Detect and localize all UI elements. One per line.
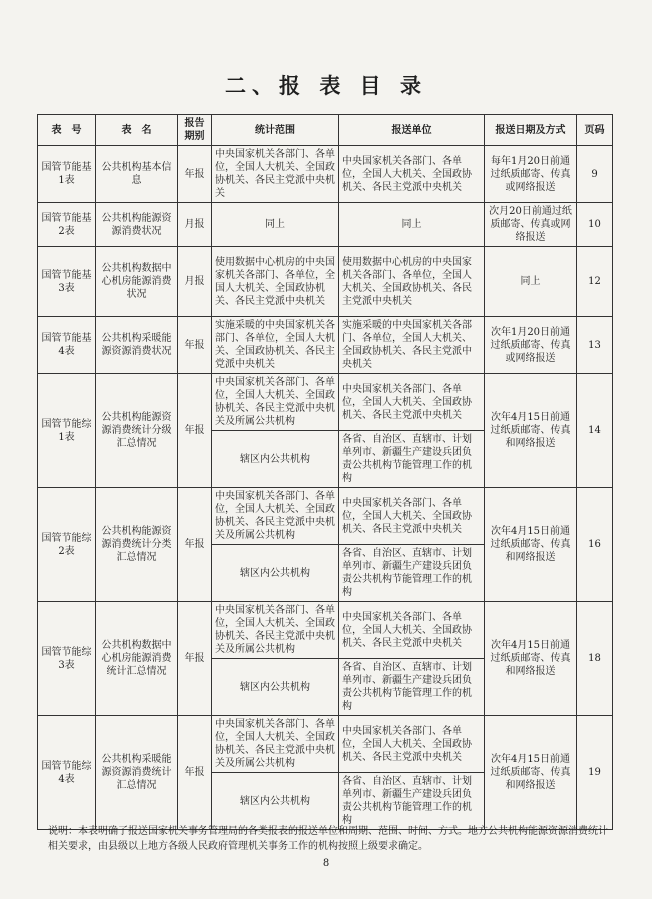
cell-name: 公共机构基本信息 [96, 146, 178, 203]
table-row [38, 374, 613, 431]
cell-period: 年报 [178, 716, 212, 830]
cell-name: 公共机构采暖能源资源消费统计汇总情况 [96, 716, 178, 830]
cell-scope-local: 辖区内公共机构 [212, 659, 339, 716]
header-period: 报告期别 [178, 115, 212, 146]
cell-scope-local: 辖区内公共机构 [212, 773, 339, 830]
table-row [38, 317, 613, 374]
header-scope: 统计范围 [212, 115, 339, 146]
cell-name: 公共机构能源资源消费统计分级汇总情况 [96, 374, 178, 488]
table-row [38, 247, 613, 317]
report-catalog-table [37, 114, 613, 830]
table-row [38, 602, 613, 659]
header-name: 表 名 [96, 115, 178, 146]
cell-unit-local: 各省、自治区、直辖市、计划单列市、新疆生产建设兵团负责公共机构节能管理工作的机构 [339, 431, 485, 488]
header-date: 报送日期及方式 [485, 115, 577, 146]
cell-code: 国管节能综2表 [38, 488, 96, 602]
table-row [38, 716, 613, 773]
header-code: 表 号 [38, 115, 96, 146]
cell-page: 12 [577, 247, 613, 317]
cell-scope: 中央国家机关各部门、各单位，全国人大机关、全国政协机关、各民主党派中央机关 [212, 146, 339, 203]
cell-date: 次年4月15日前通过纸质邮寄、传真和网络报送 [485, 374, 577, 488]
cell-unit: 实施采暖的中央国家机关各部门、各单位，全国人大机关、全国政协机关、各民主党派中央机关 [339, 317, 485, 374]
table-row [38, 146, 613, 203]
cell-name: 公共机构能源资源消费统计分类汇总情况 [96, 488, 178, 602]
table-note: 说明：本表明确了报送国家机关事务管理局的各类报表的报送单位和周期、范围、时间、方式。地方公共机构能源资源消费统计相关要求，由县级以上地方各级人民政府管理机关事务工作的机构按照上级要求确定。 [48, 826, 608, 852]
cell-code: 国管节能综4表 [38, 716, 96, 830]
cell-unit-central: 中央国家机关各部门、各单位，全国人大机关、全国政协机关、各民主党派中央机关 [339, 602, 485, 659]
cell-code: 国管节能综1表 [38, 374, 96, 488]
cell-page: 16 [577, 488, 613, 602]
cell-unit-central: 中央国家机关各部门、各单位，全国人大机关、全国政协机关、各民主党派中央机关 [339, 374, 485, 431]
cell-scope-local: 辖区内公共机构 [212, 431, 339, 488]
table-header-row [38, 115, 613, 146]
cell-unit: 中央国家机关各部门、各单位，全国人大机关、全国政协机关、各民主党派中央机关 [339, 146, 485, 203]
cell-scope-central: 中央国家机关各部门、各单位，全国人大机关、全国政协机关、各民主党派中央机关及所属公共机构 [212, 488, 339, 545]
cell-page: 14 [577, 374, 613, 488]
cell-period: 年报 [178, 602, 212, 716]
cell-period: 年报 [178, 374, 212, 488]
cell-scope: 同上 [212, 203, 339, 247]
cell-scope: 实施采暖的中央国家机关各部门、各单位，全国人大机关、全国政协机关、各民主党派中央机关 [212, 317, 339, 374]
cell-unit-local: 各省、自治区、直辖市、计划单列市、新疆生产建设兵团负责公共机构节能管理工作的机构 [339, 545, 485, 602]
cell-page: 13 [577, 317, 613, 374]
cell-scope-local: 辖区内公共机构 [212, 545, 339, 602]
cell-name: 公共机构数据中心机房能源消费状况 [96, 247, 178, 317]
cell-unit-local: 各省、自治区、直辖市、计划单列市、新疆生产建设兵团负责公共机构节能管理工作的机构 [339, 659, 485, 716]
cell-unit: 使用数据中心机房的中央国家机关各部门、各单位，全国人大机关、全国政协机关、各民主党派中央机关 [339, 247, 485, 317]
cell-code: 国管节能基3表 [38, 247, 96, 317]
cell-unit-local: 各省、自治区、直辖市、计划单列市、新疆生产建设兵团负责公共机构节能管理工作的机构 [339, 773, 485, 830]
cell-page: 18 [577, 602, 613, 716]
page-number: 8 [322, 858, 330, 869]
cell-date: 次年4月15日前通过纸质邮寄、传真和网络报送 [485, 602, 577, 716]
table-row [38, 488, 613, 545]
cell-code: 国管节能基2表 [38, 203, 96, 247]
cell-name: 公共机构能源资源消费状况 [96, 203, 178, 247]
cell-date: 同上 [485, 247, 577, 317]
cell-page: 9 [577, 146, 613, 203]
header-unit: 报送单位 [339, 115, 485, 146]
cell-page: 19 [577, 716, 613, 830]
cell-date: 次年4月15日前通过纸质邮寄、传真和网络报送 [485, 716, 577, 830]
header-page: 页码 [577, 115, 613, 146]
cell-date: 次年1月20日前通过纸质邮寄、传真或网络报送 [485, 317, 577, 374]
cell-name: 公共机构采暖能源资源消费状况 [96, 317, 178, 374]
cell-period: 月报 [178, 203, 212, 247]
cell-period: 年报 [178, 146, 212, 203]
cell-period: 年报 [178, 317, 212, 374]
cell-unit-central: 中央国家机关各部门、各单位，全国人大机关、全国政协机关、各民主党派中央机关 [339, 716, 485, 773]
cell-code: 国管节能基1表 [38, 146, 96, 203]
cell-period: 年报 [178, 488, 212, 602]
cell-scope-central: 中央国家机关各部门、各单位，全国人大机关、全国政协机关、各民主党派中央机关及所属公共机构 [212, 374, 339, 431]
cell-code: 国管节能基4表 [38, 317, 96, 374]
cell-unit: 同上 [339, 203, 485, 247]
cell-code: 国管节能综3表 [38, 602, 96, 716]
cell-period: 月报 [178, 247, 212, 317]
cell-name: 公共机构数据中心机房能源消费统计汇总情况 [96, 602, 178, 716]
cell-scope-central: 中央国家机关各部门、各单位，全国人大机关、全国政协机关、各民主党派中央机关及所属公共机构 [212, 602, 339, 659]
cell-unit-central: 中央国家机关各部门、各单位，全国人大机关、全国政协机关、各民主党派中央机关 [339, 488, 485, 545]
cell-scope-central: 中央国家机关各部门、各单位，全国人大机关、全国政协机关、各民主党派中央机关及所属公共机构 [212, 716, 339, 773]
cell-page: 10 [577, 203, 613, 247]
cell-date: 每年1月20日前通过纸质邮寄、传真或网络报送 [485, 146, 577, 203]
cell-scope: 使用数据中心机房的中央国家机关各部门、各单位，全国人大机关、全国政协机关、各民主党派中央机关 [212, 247, 339, 317]
cell-date: 次月20日前通过纸质邮寄、传真或网络报送 [485, 203, 577, 247]
cell-date: 次年4月15日前通过纸质邮寄、传真和网络报送 [485, 488, 577, 602]
table-row [38, 203, 613, 247]
page-title: 二、报 表 目 录 [225, 74, 427, 98]
